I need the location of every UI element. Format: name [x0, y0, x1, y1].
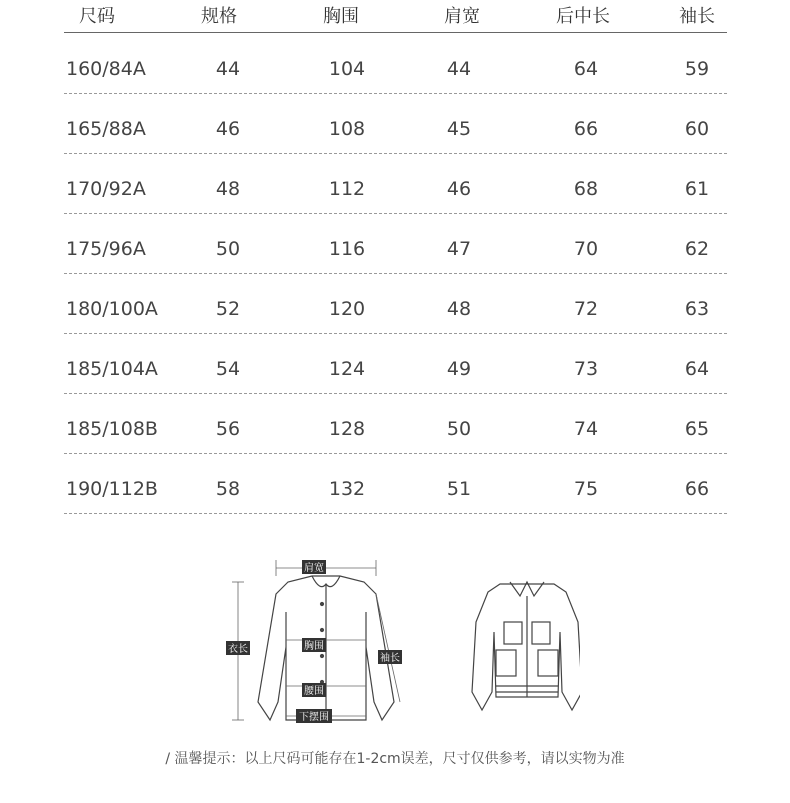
header-spec: 规格 — [201, 6, 237, 27]
header-sleeve: 袖长 — [679, 6, 715, 27]
chest-label — [302, 638, 326, 652]
size-table-header — [64, 0, 727, 33]
cell-spec: 56 — [215, 418, 241, 440]
cell-sleeve: 62 — [684, 238, 710, 260]
cell-size: 175/96A — [66, 238, 146, 260]
cell-chest: 112 — [328, 178, 366, 200]
jacket-outline-icon — [472, 582, 580, 710]
cell-sleeve: 60 — [684, 118, 710, 140]
cell-sleeve: 65 — [684, 418, 710, 440]
cell-chest: 108 — [328, 118, 366, 140]
cell-shoulder: 47 — [446, 238, 472, 260]
cell-sleeve: 66 — [684, 478, 710, 500]
sleeve-label — [378, 650, 402, 664]
cell-back-length: 74 — [573, 418, 599, 440]
cell-back-length: 73 — [573, 358, 599, 380]
cell-size: 165/88A — [66, 118, 146, 140]
cell-chest: 116 — [328, 238, 366, 260]
cell-spec: 48 — [215, 178, 241, 200]
svg-text:腰围: 腰围 — [304, 686, 324, 697]
table-row — [64, 393, 727, 454]
cell-shoulder: 51 — [446, 478, 472, 500]
hem-label — [296, 709, 332, 723]
shoulder-label — [302, 560, 326, 574]
cell-shoulder: 44 — [446, 58, 472, 80]
cell-back-length: 75 — [573, 478, 599, 500]
cell-size: 190/112B — [66, 478, 158, 500]
cell-spec: 58 — [215, 478, 241, 500]
cell-chest: 132 — [328, 478, 366, 500]
header-size: 尺码 — [79, 6, 115, 27]
cell-sleeve: 61 — [684, 178, 710, 200]
svg-text:胸围: 胸围 — [304, 641, 324, 652]
table-row — [64, 33, 727, 94]
cell-size: 180/100A — [66, 298, 158, 320]
cell-shoulder: 49 — [446, 358, 472, 380]
garment-figures — [220, 552, 580, 727]
cell-spec: 54 — [215, 358, 241, 380]
cell-size: 185/108B — [66, 418, 158, 440]
cell-spec: 52 — [215, 298, 241, 320]
cell-size: 170/92A — [66, 178, 146, 200]
waist-label — [302, 683, 326, 697]
table-row — [64, 93, 727, 154]
svg-text:袖长: 袖长 — [380, 653, 400, 664]
cell-spec: 46 — [215, 118, 241, 140]
cell-spec: 50 — [215, 238, 241, 260]
header-chest: 胸围 — [323, 6, 359, 27]
cell-back-length: 68 — [573, 178, 599, 200]
table-row — [64, 453, 727, 514]
svg-text:下摆围: 下摆围 — [299, 712, 329, 723]
footer-note: / 温馨提示：以上尺码可能存在1-2cm误差，尺寸仅供参考，请以实物为准 — [165, 751, 625, 767]
cell-shoulder: 50 — [446, 418, 472, 440]
table-row — [64, 213, 727, 274]
header-shoulder: 肩宽 — [444, 6, 480, 27]
cell-sleeve: 64 — [684, 358, 710, 380]
table-row — [64, 153, 727, 214]
table-row — [64, 333, 727, 394]
cell-back-length: 72 — [573, 298, 599, 320]
cell-chest: 124 — [328, 358, 366, 380]
cell-spec: 44 — [215, 58, 241, 80]
cell-chest: 104 — [328, 58, 366, 80]
svg-text:肩宽: 肩宽 — [304, 563, 324, 574]
cell-chest: 128 — [328, 418, 366, 440]
svg-text:衣长: 衣长 — [228, 644, 248, 655]
cell-shoulder: 46 — [446, 178, 472, 200]
cell-sleeve: 59 — [684, 58, 710, 80]
cell-sleeve: 63 — [684, 298, 710, 320]
header-back-length: 后中长 — [556, 6, 610, 27]
cell-shoulder: 45 — [446, 118, 472, 140]
cell-back-length: 66 — [573, 118, 599, 140]
length-label — [226, 641, 250, 655]
cell-chest: 120 — [328, 298, 366, 320]
cell-shoulder: 48 — [446, 298, 472, 320]
cell-back-length: 64 — [573, 58, 599, 80]
shirt-measurement-diagram — [220, 552, 580, 727]
cell-back-length: 70 — [573, 238, 599, 260]
table-row — [64, 273, 727, 334]
cell-size: 160/84A — [66, 58, 146, 80]
cell-size: 185/104A — [66, 358, 158, 380]
